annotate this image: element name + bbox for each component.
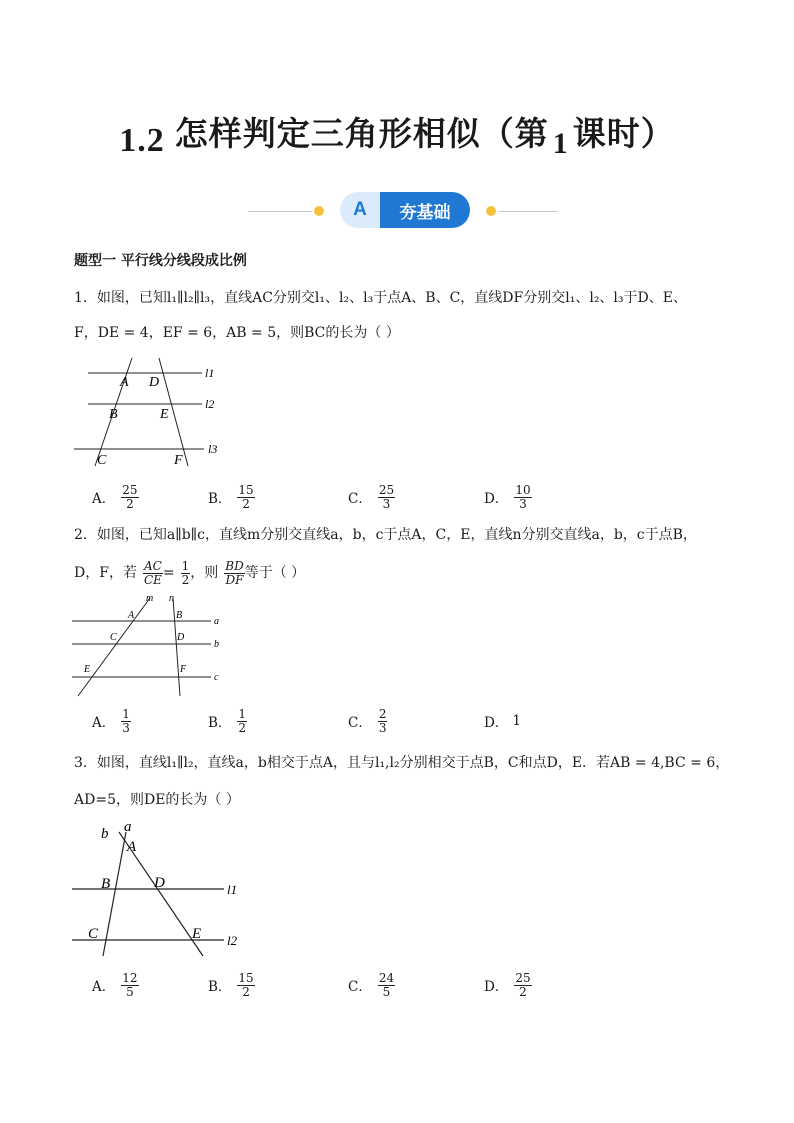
q2-label-A: A	[128, 610, 135, 621]
q3-line2: AD=5，则DE的长为（ ）	[74, 792, 240, 808]
q3-label-C: C	[88, 926, 99, 942]
q1-label-B: B	[109, 407, 118, 422]
q3-label-D: D	[154, 875, 165, 891]
q2-line2: D，F，若 $\frac{AC}{CE}$ = $\frac{1}{2}$ ，则 $\frac{BD}{DF}$ 等于（ ）	[74, 558, 306, 587]
banner-label: 夯基础	[380, 192, 470, 228]
q1-figure	[70, 356, 230, 472]
q2-label-n: n	[169, 593, 174, 604]
q1-label-E: E	[160, 407, 169, 422]
title-text-end: 课时）	[572, 114, 675, 153]
q1-line1: 1．如图，已知l₁∥l₂∥l₃，直线AC分别交l₁、l₂、l₃于点A、B、C，直线DF分别交l₁、l₂、l₃于D、E、	[74, 290, 687, 306]
q2-line1: 2．如图，已知a∥b∥c，直线m分别交直线a，b，c于点A，C，E，直线n分别交直线a，b，c于点B，	[74, 527, 697, 543]
q1-label-l2: l2	[205, 397, 215, 411]
q1-option-d[interactable]: D． $\frac{10}{3}$	[484, 482, 531, 511]
q1-option-c[interactable]: C． $\frac{25}{3}$	[348, 482, 395, 511]
banner-letter: A	[340, 192, 380, 228]
q2-figure	[66, 590, 230, 700]
q1-label-l1: l1	[205, 366, 215, 380]
banner-pill	[340, 192, 470, 228]
q2-option-c[interactable]: C． $\frac{2}{3}$	[348, 706, 387, 735]
q2-label-F: F	[180, 664, 187, 675]
q3-label-l2: l2	[227, 933, 238, 948]
q2-option-d[interactable]: D． 1	[484, 713, 521, 731]
q2-label-D: D	[177, 632, 185, 643]
q2-option-a[interactable]: A． $\frac{1}{3}$	[92, 706, 130, 735]
q1-option-b[interactable]: B． $\frac{15}{2}$	[208, 482, 254, 511]
q3-label-A: A	[127, 839, 137, 855]
banner-right-dot	[486, 206, 496, 216]
q3-label-a: a	[124, 819, 132, 835]
q3-label-B: B	[101, 876, 111, 892]
section-banner	[248, 190, 558, 230]
q1-options	[92, 480, 612, 514]
banner-right-line	[498, 211, 558, 212]
q1-label-D: D	[149, 375, 160, 390]
q2-label-m: m	[146, 593, 154, 604]
q3-option-d[interactable]: D． $\frac{25}{2}$	[484, 970, 531, 999]
q1-label-A: A	[120, 375, 129, 390]
title-number: 1.2	[119, 122, 165, 159]
q3-label-b: b	[101, 826, 109, 842]
q3-option-a[interactable]: A． $\frac{12}{5}$	[92, 970, 138, 999]
q2-label-C: C	[110, 632, 117, 643]
q1-label-F: F	[174, 453, 183, 468]
q1-line2: F，DE = 4，EF = 6，AB = 5，则BC的长为（ ）	[74, 325, 400, 341]
q3-option-b[interactable]: B． $\frac{15}{2}$	[208, 970, 254, 999]
q3-figure	[66, 818, 256, 958]
q2-label-a: a	[214, 616, 219, 627]
section-title: 题型一 平行线分线段成比例	[74, 253, 247, 269]
q2-option-b[interactable]: B． $\frac{1}{2}$	[208, 706, 247, 735]
banner-left-dot	[314, 206, 324, 216]
q3-options	[92, 968, 612, 1002]
q3-label-l1: l1	[227, 882, 238, 897]
q1-option-a[interactable]: A． $\frac{25}{2}$	[92, 482, 138, 511]
q2-label-E: E	[84, 664, 91, 675]
q2-label-B: B	[176, 610, 183, 621]
q1-label-C: C	[97, 453, 107, 468]
q3-line1: 3．如图，直线l₁∥l₂，直线a，b相交于点A，且与l₁,l₂分别相交于点B，C和点D，E．若AB = 4,BC = 6，	[74, 755, 730, 771]
q2-label-b: b	[214, 639, 219, 650]
title-lesson-number: 1	[552, 127, 569, 160]
q3-label-E: E	[192, 926, 202, 942]
banner-left-line	[248, 211, 312, 212]
q2-label-c: c	[214, 672, 219, 683]
page-title	[0, 108, 794, 161]
q3-option-c[interactable]: C． $\frac{24}{5}$	[348, 970, 395, 999]
q1-label-l3: l3	[208, 442, 218, 456]
title-text: 怎样判定三角形相似（第	[174, 114, 549, 153]
q2-options	[92, 704, 612, 738]
